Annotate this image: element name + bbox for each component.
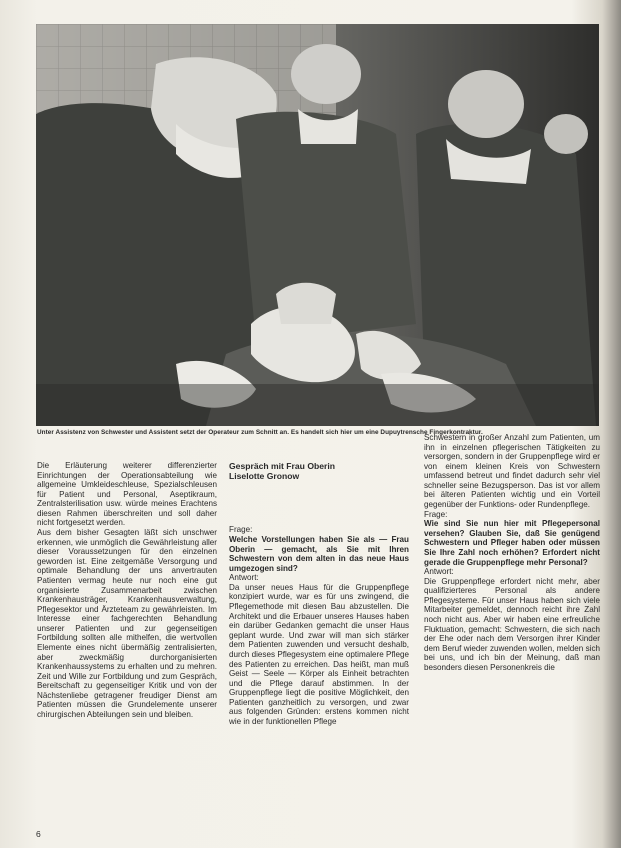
- answer-text: Die Gruppenpflege erfordert nicht mehr, aber qualifizierteres Personal als andere Pflegesysteme. Für unser Haus haben sich viele Mitarbeiter gemeldet, dennoch reicht ihre Zahl noch nicht aus. Aber wir haben eine erfreuliche Fluktuation, gemacht: Schwestern, die sich nach der Ehe oder nach dem Versorgen ihrer Kinder dem Beruf wieder zuwenden wollen, melden sich bei uns, und ich bin der Meinung, daß man besonders diesen Personenkreis die: [424, 576, 600, 672]
- photo-caption: Unter Assistenz von Schwester und Assistent setzt der Operateur zum Schnitt an. Es handelt sich hier um eine Dupuytrensche Fingerkontraktur.: [37, 429, 483, 436]
- question-text: Wie sind Sie nun hier mit Pflegepersonal versehen? Glauben Sie, daß Sie genügend Schwestern und Pfleger haben oder müssen Sie Ihre Zahl noch erhöhen? Erfordert nicht gerade die Gruppenpflege mehr Personal?: [424, 519, 600, 567]
- text-column-1: [37, 461, 217, 720]
- question-text: Welche Vorstellungen haben Sie als — Frau Oberin — gemacht, als Sie mit Ihren Schwestern von dem alten in das neue Haus umgezogen sind?: [229, 534, 409, 573]
- question-label: Frage:: [229, 525, 253, 535]
- interview-title: Gespräch mit Frau Oberin: [229, 461, 336, 471]
- paragraph: Schwestern in großer Anzahl zum Patienten, um ihn in einzelnen pflegerischen Tätigkeiten zu versorgen, sondern in der Gruppenpflege wird er von einem kleinen Kreis von Schwestern umfassend betreut und findet dadurch sehr viel schneller seine Bezugsperson. Das ist vor allem bei älteren Patienten wichtig und ein Vorteil gegenüber der Funktions- oder Rundenpflege.: [424, 433, 600, 510]
- paragraph: Aus dem bisher Gesagten läßt sich unschwer erkennen, wie unmöglich die Gewährleistung aller dieser Voraussetzungen für den einzelnen geworden ist. Eine zeitgemäße Versorgung und optimale Behandlung der uns anvertrauten Patienten vermag heute nur noch eine gut organisierte Zusammenarbeit zwischen Krankenhausträger, Krankenhausverwaltung, Pflegesektor und Ärzteteam zu gewährleisten. Im Interesse einer fachgerechten Behandlung unserer Patienten und zur gegenseitigen Fortbildung sollten alle mithelfen, die wertvollen Elemente eines nicht übermäßig zentralisierten, aber zweckmäßig durchorganisierten Krankenhaussystems zu erhalten und zu mehren. Zeit und Wille zur Fortbildung und zum Gespräch, Bereitschaft zu gegenseitiger Kritik und von der Nächstenliebe getragener freudiger Dienst am Patienten müssen die Grundelemente unserer chirurgischen Abteilungen sein und bleiben.: [37, 528, 217, 720]
- paragraph: Die Erläuterung weiterer differenzierter Einrichtungen der Operationsabteilung wie allgemeine Umkleideschleuse, Spezialschleusen für Patient und Personal, Aseptikraum, Zentralsterilisation usw. würde meines Erachtens diesen Rahmen überschreiten und soll daher nicht fortgesetzt werden.: [37, 461, 217, 528]
- question-label: Frage:: [424, 509, 448, 519]
- answer-label: Antwort:: [424, 567, 454, 577]
- surgery-photo: [36, 24, 599, 426]
- interview-subtitle: Liselotte Gronow: [229, 471, 300, 482]
- text-column-3: [424, 433, 600, 672]
- text-column-2: [229, 461, 409, 727]
- page-number: 6: [36, 829, 41, 839]
- answer-text: Da unser neues Haus für die Gruppenpflege konzipiert wurde, war es für uns zwingend, die Pflegemethode mit diesen Bau abzustellen. Die Architekt und die Erbauer unseres Hauses haben ein darüber Gedanken gemacht die unser Haus geplant wurde. Und zwar will man sich stärker dem Patienten zuwenden und versucht deshalb, durch dieses Pflegesystem eine optimalere Pflege des Patienten zu erreichen. Das heißt, man muß Geist — Seele — Körper als Einheit betrachten und die Pflege darauf abstimmen. In der Gruppenpflege liegt die positive Möglichkeit, den Patienten ganzheitlich zu versorgen, und zwar aus folgenden Gründen: erstens kommen nicht wie in der funktionellen Pflege: [229, 582, 409, 726]
- answer-label: Antwort:: [229, 573, 259, 583]
